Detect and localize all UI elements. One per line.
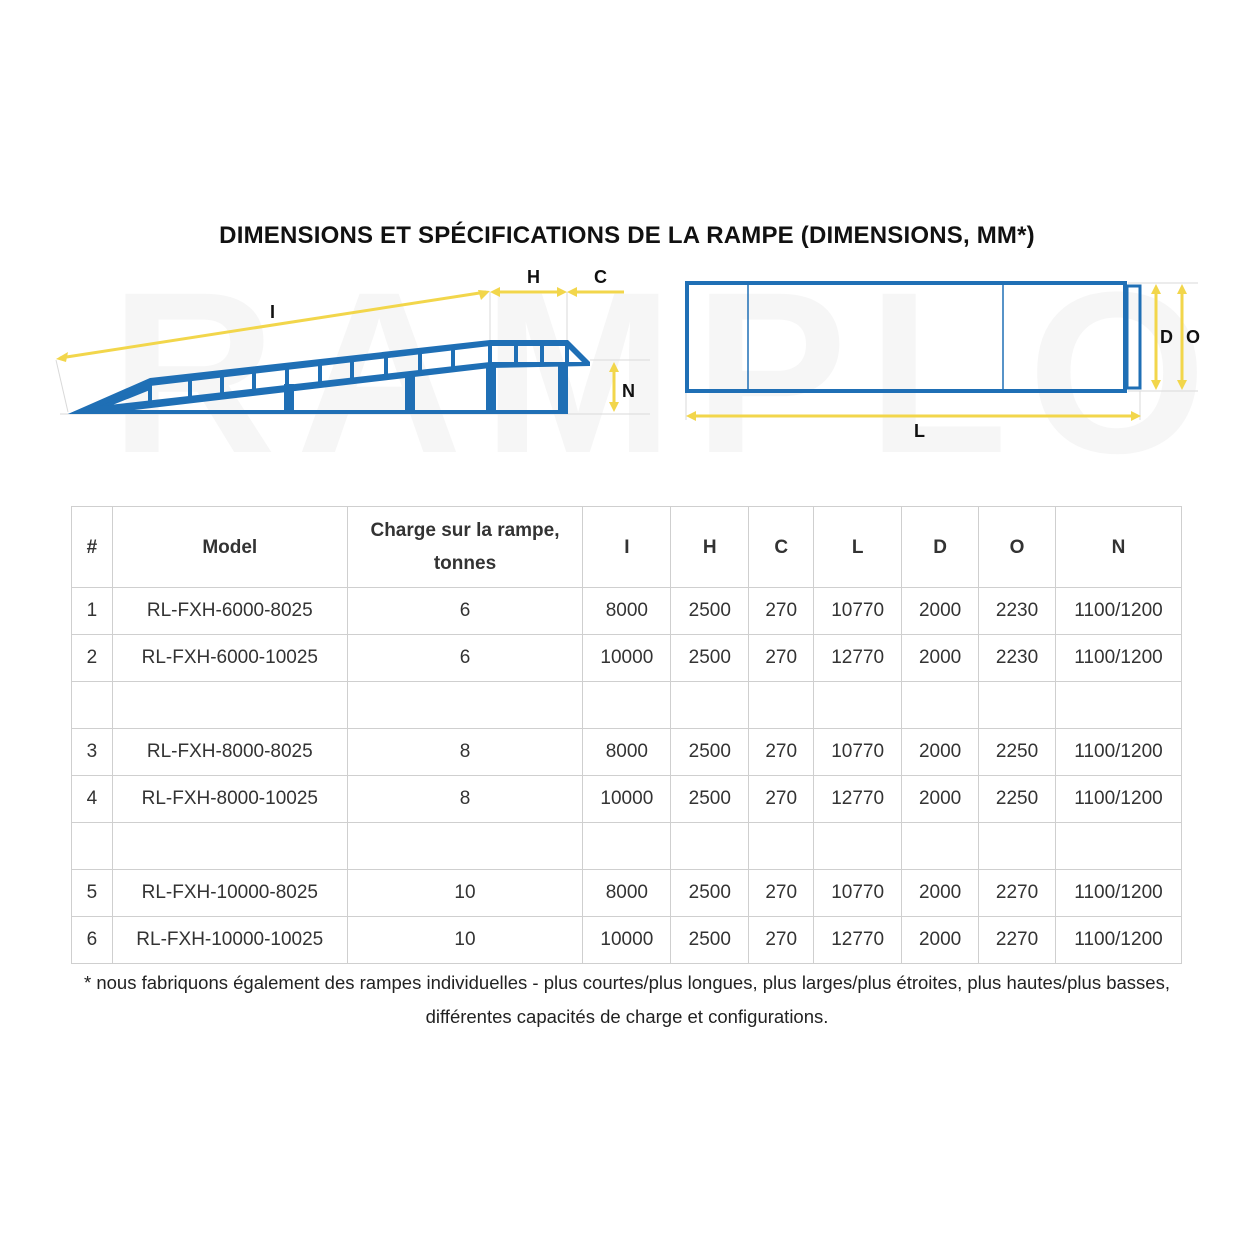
table-cell: RL-FXH-6000-8025 [112, 588, 347, 635]
table-cell: 10 [347, 870, 583, 917]
table-cell: 6 [347, 588, 583, 635]
table-cell: 8000 [583, 870, 671, 917]
table-cell: 8000 [583, 729, 671, 776]
label-D: D [1160, 327, 1173, 347]
table-row [72, 729, 1182, 776]
table-header-row [72, 507, 1182, 588]
header-n: N [1056, 507, 1182, 588]
table-cell [112, 823, 347, 870]
table-cell: 270 [749, 635, 814, 682]
table-cell: 10000 [583, 776, 671, 823]
table-cell: 270 [749, 729, 814, 776]
table-cell: 6 [72, 917, 113, 964]
table-cell [1056, 682, 1182, 729]
table-cell [902, 682, 979, 729]
table-cell [112, 682, 347, 729]
label-O: O [1186, 327, 1201, 347]
table-cell: 5 [72, 870, 113, 917]
table-cell: 1 [72, 588, 113, 635]
ramp-side-view [68, 340, 590, 414]
table-cell: 12770 [814, 776, 902, 823]
table-cell: 2250 [979, 776, 1056, 823]
table-cell: 10770 [814, 588, 902, 635]
table-cell: 10000 [583, 635, 671, 682]
table-cell: 3 [72, 729, 113, 776]
table-cell: 2000 [902, 917, 979, 964]
table-cell: 2000 [902, 776, 979, 823]
table-cell: 8 [347, 776, 583, 823]
table-cell: 1100/1200 [1056, 729, 1182, 776]
table-cell [72, 823, 113, 870]
table-row [72, 917, 1182, 964]
spec-table [71, 506, 1182, 964]
footnote-line-1: * nous fabriquons également des rampes individuelles - plus courtes/plus longues, plus larges/plus étroites, plus hautes/plus basses, [84, 972, 1170, 993]
table-cell: 10770 [814, 870, 902, 917]
footnote [0, 966, 1254, 1034]
table-cell: 6 [347, 635, 583, 682]
table-cell: 4 [72, 776, 113, 823]
header-d: D [902, 507, 979, 588]
table-row [72, 776, 1182, 823]
table-cell: 2000 [902, 588, 979, 635]
table-cell: 1100/1200 [1056, 917, 1182, 964]
table-cell: 1100/1200 [1056, 588, 1182, 635]
table-cell: 8000 [583, 588, 671, 635]
table-cell: 2000 [902, 729, 979, 776]
table-cell: 2500 [671, 776, 749, 823]
header-i: I [583, 507, 671, 588]
table-cell: 2500 [671, 729, 749, 776]
header-number: # [72, 507, 113, 588]
table-cell [583, 823, 671, 870]
label-I: I [270, 302, 276, 322]
header-l: L [814, 507, 902, 588]
table-cell: 2500 [671, 635, 749, 682]
table-cell [347, 682, 583, 729]
label-L: L [914, 421, 925, 441]
table-cell: 2230 [979, 588, 1056, 635]
table-cell: 270 [749, 588, 814, 635]
table-cell [72, 682, 113, 729]
table-cell: 10000 [583, 917, 671, 964]
page-title: DIMENSIONS ET SPÉCIFICATIONS DE LA RAMPE (DIMENSIONS, MM*) [219, 222, 1035, 249]
table-cell: 2500 [671, 917, 749, 964]
table-cell: RL-FXH-8000-8025 [112, 729, 347, 776]
table-cell [583, 682, 671, 729]
table-cell: 8 [347, 729, 583, 776]
table-row [72, 870, 1182, 917]
table-cell: 10 [347, 917, 583, 964]
table-cell: 10770 [814, 729, 902, 776]
table-cell: 1100/1200 [1056, 635, 1182, 682]
label-C: C [594, 267, 607, 287]
header-charge: Charge sur la rampe, tonnes [347, 507, 583, 588]
footnote-line-2: différentes capacités de charge et configurations. [425, 1006, 829, 1027]
table-cell: 1100/1200 [1056, 776, 1182, 823]
label-N: N [622, 381, 635, 401]
table-row [72, 823, 1182, 870]
table-cell: 2500 [671, 870, 749, 917]
table-cell [671, 823, 749, 870]
table-cell [749, 682, 814, 729]
table-cell [347, 823, 583, 870]
table-row [72, 635, 1182, 682]
header-model: Model [112, 507, 347, 588]
table-cell: RL-FXH-10000-10025 [112, 917, 347, 964]
ramp-diagram [0, 250, 1254, 460]
table-cell [1056, 823, 1182, 870]
label-H: H [527, 267, 540, 287]
table-row [72, 588, 1182, 635]
table-cell: RL-FXH-6000-10025 [112, 635, 347, 682]
table-cell [749, 823, 814, 870]
ramp-top-view [687, 283, 1140, 391]
table-cell: 2000 [902, 870, 979, 917]
table-cell [979, 682, 1056, 729]
table-cell [979, 823, 1056, 870]
table-cell [814, 682, 902, 729]
table-cell: 270 [749, 870, 814, 917]
table-cell: 2270 [979, 917, 1056, 964]
table-cell [814, 823, 902, 870]
table-cell [902, 823, 979, 870]
table-cell: 2 [72, 635, 113, 682]
table-cell: 12770 [814, 917, 902, 964]
table-cell: 270 [749, 917, 814, 964]
header-o: O [979, 507, 1056, 588]
table-cell: 270 [749, 776, 814, 823]
table-cell: RL-FXH-10000-8025 [112, 870, 347, 917]
table-body [72, 588, 1182, 964]
header-c: C [749, 507, 814, 588]
header-h: H [671, 507, 749, 588]
table-cell: 2500 [671, 588, 749, 635]
table-cell: 2230 [979, 635, 1056, 682]
table-cell: 2250 [979, 729, 1056, 776]
dimension-lines-top [686, 284, 1187, 421]
table-cell: 12770 [814, 635, 902, 682]
table-row [72, 682, 1182, 729]
table-cell: 2270 [979, 870, 1056, 917]
table-cell: RL-FXH-8000-10025 [112, 776, 347, 823]
table-cell [671, 682, 749, 729]
table-cell: 2000 [902, 635, 979, 682]
table-cell: 1100/1200 [1056, 870, 1182, 917]
